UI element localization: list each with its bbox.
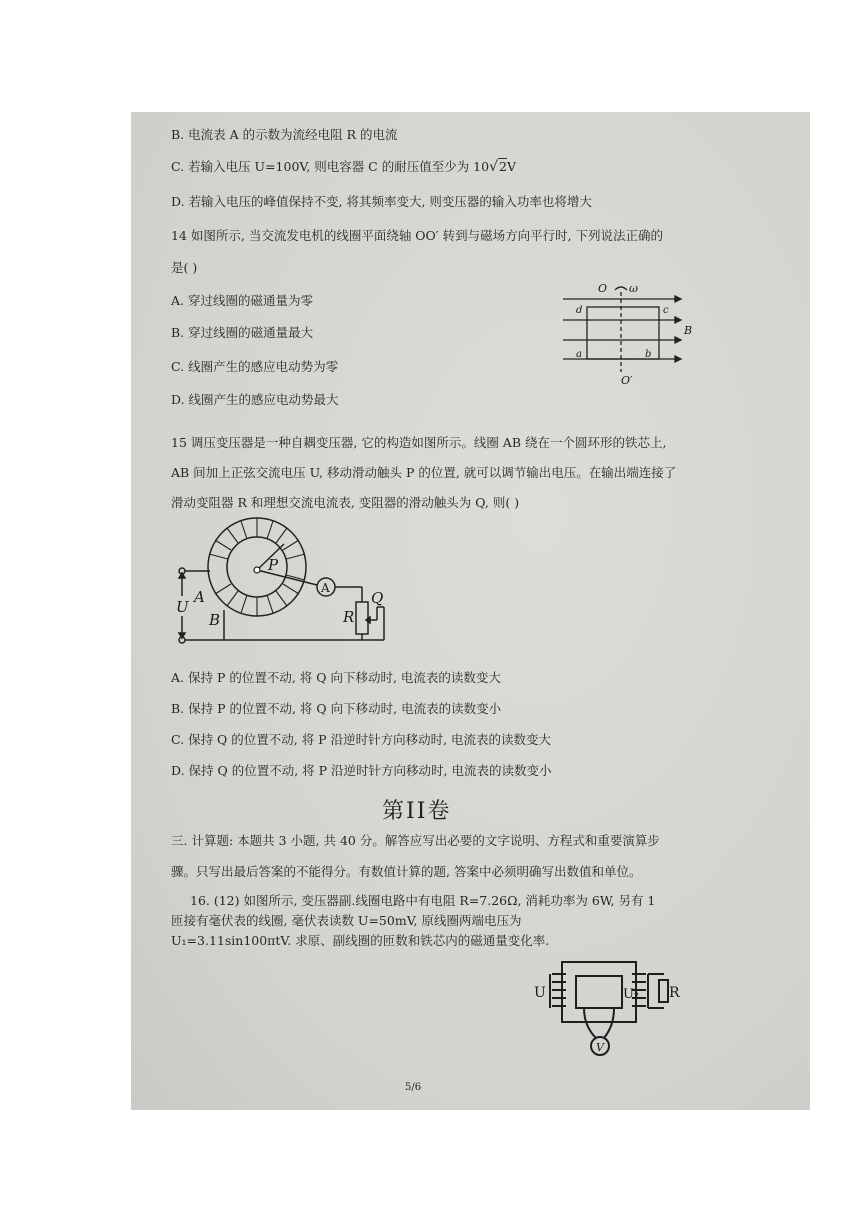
corner-d-label: d bbox=[576, 305, 583, 316]
q15-stem: 15 调压变压器是一种自耦变压器, 它的构造如图所示。线圈 AB 绕在一个圆环形的铁芯上, bbox=[171, 435, 667, 450]
corner-b-label: b bbox=[645, 349, 652, 360]
part-two-instructions-cont: 骤。只写出最后答案的不能得分。有数值计算的题, 答案中必须明确写出数值和单位。 bbox=[171, 864, 642, 879]
q14-option-b: B. 穿过线圈的磁通量最大 bbox=[171, 325, 314, 340]
terminal-b-label: B bbox=[209, 611, 221, 629]
q13-option-d: D. 若输入电压的峰值保持不变, 将其频率变大, 则变压器的输入功率也将增大 bbox=[171, 194, 592, 209]
q16-stem-cont: 匝接有毫伏表的线圈, 毫伏表读数 U=50mV, 原线圈两端电压为 bbox=[171, 913, 522, 928]
q15-option-d: D. 保持 Q 的位置不动, 将 P 沿逆时针方向移动时, 电流表的读数变小 bbox=[171, 763, 552, 778]
voltmeter-label: V bbox=[596, 1041, 604, 1054]
corner-c-label: c bbox=[663, 305, 669, 316]
q14-stem-cont: 是( ) bbox=[171, 260, 198, 275]
q15-option-c: C. 保持 Q 的位置不动, 将 P 沿逆时针方向移动时, 电流表的读数变大 bbox=[171, 732, 552, 747]
slider-q-label: Q bbox=[371, 589, 384, 607]
q16-stem-cont2: U₁=3.11sin100πtV. 求原、副线圈的匝数和铁芯内的磁通量变化率. bbox=[171, 933, 550, 948]
voltage-u-label: U bbox=[176, 598, 189, 616]
q14-stem: 14 如图所示, 当交流发电机的线圈平面绕轴 OO′ 转到与磁场方向平行时, 下列说法正确的 bbox=[171, 228, 664, 243]
q13-option-b: B. 电流表 A 的示数为流经电阻 R 的电流 bbox=[171, 127, 398, 142]
resistor-r-label: R bbox=[669, 985, 680, 1001]
q16-transformer-figure bbox=[532, 960, 680, 1065]
axis-o2-label: O′ bbox=[621, 374, 633, 387]
q15-stem-cont: AB 间加上正弦交流电压 U, 移动滑动触头 P 的位置, 就可以调节输出电压。在输出端连接了 bbox=[171, 465, 677, 480]
primary-u1-label: U bbox=[534, 985, 546, 1001]
part-two-instructions: 三. 计算题: 本题共 3 小题, 共 40 分。解答应写出必要的文字说明、方程式和重要演算步 bbox=[171, 833, 660, 848]
q15-stem-cont2: 滑动变阻器 R 和理想交流电流表, 变阻器的滑动触头为 Q, 则( ) bbox=[171, 495, 520, 510]
ammeter-label: A bbox=[321, 581, 330, 595]
slider-p-label: P bbox=[268, 556, 279, 574]
q14-option-a: A. 穿过线圈的磁通量为零 bbox=[171, 293, 313, 308]
omega-label: ω bbox=[629, 282, 638, 295]
q14-generator-figure bbox=[555, 280, 695, 390]
q16-stem: 16. (12) 如图所示, 变压器副.线圈电路中有电阻 R=7.26Ω, 消耗功率为 6W, 另有 1 bbox=[190, 893, 656, 908]
part-two-title: 第II卷 bbox=[382, 799, 452, 824]
resistor-r-label: R bbox=[343, 608, 355, 626]
field-b-label: B bbox=[684, 324, 693, 337]
q15-option-b: B. 保持 P 的位置不动, 将 Q 向下移动时, 电流表的读数变小 bbox=[171, 701, 502, 716]
q15-option-a: A. 保持 P 的位置不动, 将 Q 向下移动时, 电流表的读数变大 bbox=[171, 670, 501, 685]
axis-o-label: O bbox=[598, 282, 608, 295]
secondary-u2-label: U₂ bbox=[623, 987, 640, 1002]
q14-option-c: C. 线圈产生的感应电动势为零 bbox=[171, 359, 339, 374]
page-number: 5/6 bbox=[405, 1082, 422, 1093]
q13-option-c: C. 若输入电压 U=100V, 则电容器 C 的耐压值至少为 10√2V bbox=[171, 159, 516, 175]
corner-a-label: a bbox=[576, 349, 582, 360]
q15-autotransformer-figure bbox=[172, 512, 402, 647]
terminal-a-label: A bbox=[194, 588, 205, 606]
q14-option-d: D. 线圈产生的感应电动势最大 bbox=[171, 392, 339, 407]
